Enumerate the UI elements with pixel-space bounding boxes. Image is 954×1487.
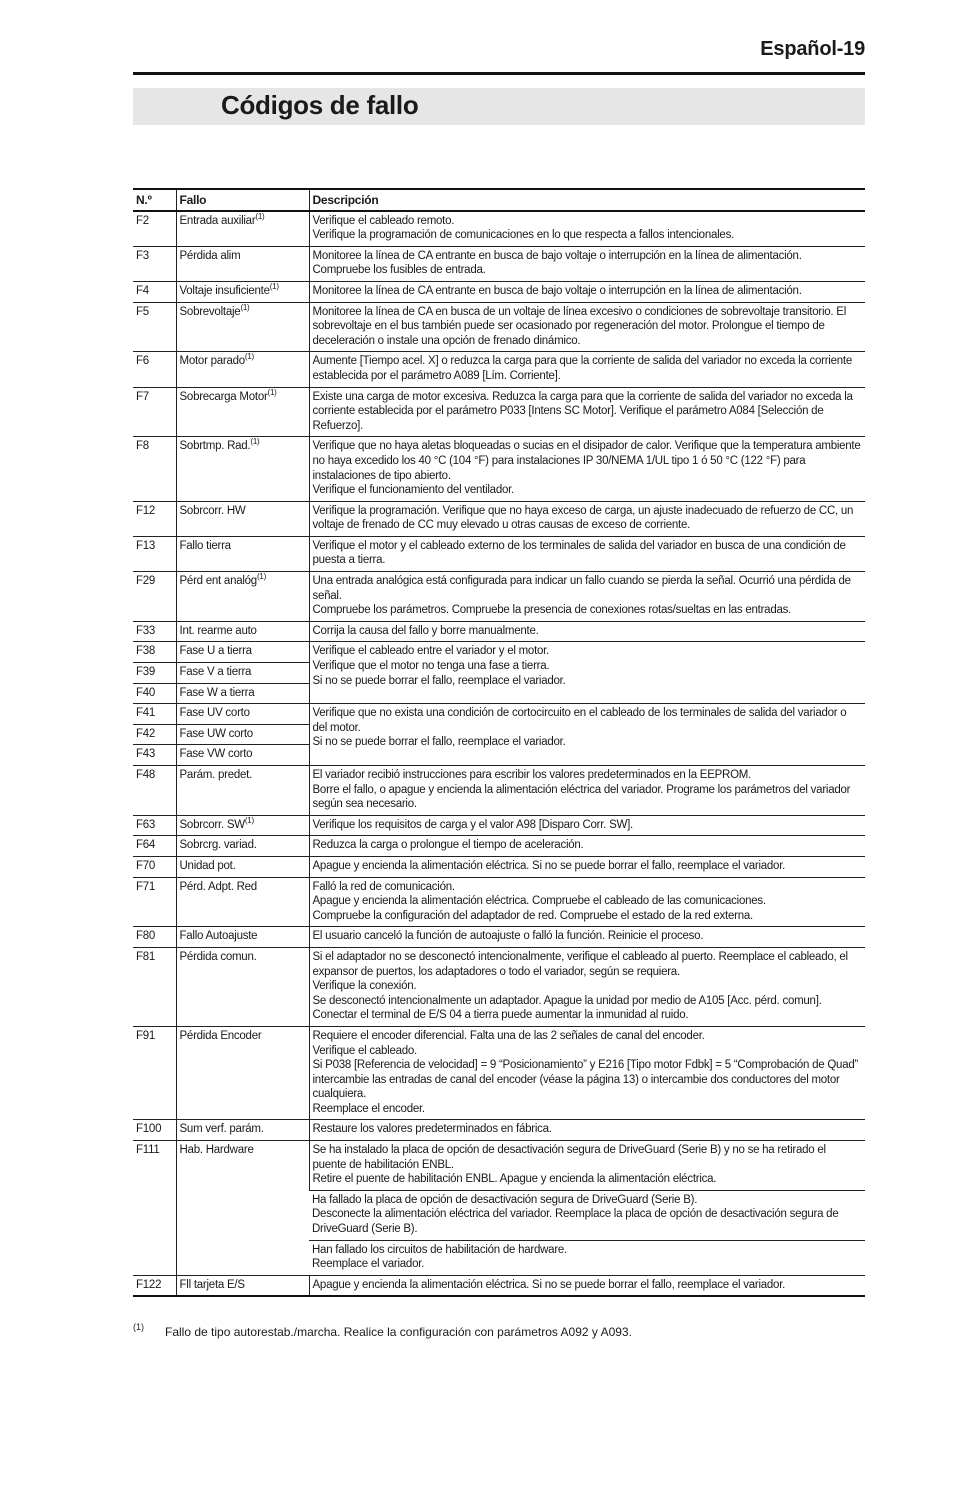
table-row: [133, 281, 865, 302]
fault-code: F6: [133, 352, 176, 387]
fault-name: Pérd ent analóg$^{(1)}$: [176, 572, 309, 622]
fault-description: Corrija la causa del fallo y borre manualmente.: [309, 621, 865, 642]
table-row: [133, 836, 865, 857]
fault-name: Voltaje insuficiente$^{(1)}$: [176, 281, 309, 302]
table-row: [133, 211, 865, 247]
fault-code: F13: [133, 536, 176, 571]
header-fault: Fallo: [176, 189, 309, 211]
fault-code: F5: [133, 302, 176, 352]
fault-name: Motor parado$^{(1)}$: [176, 352, 309, 387]
fault-description: Aumente [Tiempo acel. X] o reduzca la carga para que la corriente de salida del variador no exceda la corriente establecida por el parámetro A089 [Lím. Corriente].: [309, 352, 865, 387]
fault-name: Fase U a tierra: [176, 642, 309, 663]
fault-code: F63: [133, 815, 176, 836]
fault-codes-table: [133, 188, 865, 1297]
fault-name: Sobrcrg. variad.: [176, 836, 309, 857]
table-row: [133, 856, 865, 877]
table-row: [133, 1120, 865, 1141]
table-row: [133, 947, 865, 1026]
fault-description: Verifique que no haya aletas bloqueadas o sucias en el disipador de calor. Verifique que la temperatura ambiente no haya excedido los 40 °C (104 °F) para instalaciones IP 30/NEMA 1/UL tipo 1 ó 50 °C (122 °F) para instalaciones de tipo abierto. Verifique el funcionamiento del ventilador.: [309, 437, 865, 501]
table-row: [133, 352, 865, 387]
fault-name: Unidad pot.: [176, 856, 309, 877]
header-description: Descripción: [309, 189, 865, 211]
fault-description: Una entrada analógica está configurada para indicar un fallo cuando se pierda la señal. Ocurrió una pérdida de señal. Compruebe los parámetros. Compruebe la presencia de conexiones rotas/sueltas en las entradas.: [309, 572, 865, 622]
fault-name: Sobrecarga Motor$^{(1)}$: [176, 387, 309, 437]
fault-code: F80: [133, 927, 176, 948]
fault-description: Verifique la programación. Verifique que no haya exceso de carga, un ajuste inadecuado de refuerzo de CC, un voltaje de frenado de CC muy elevado u otras causas de exceso de corriente.: [309, 501, 865, 536]
fault-name: Fase UW corto: [176, 724, 309, 745]
fault-code: F111: [133, 1141, 176, 1276]
fault-code: F70: [133, 856, 176, 877]
footnote-ref: (1): [267, 387, 277, 397]
fault-description: Reduzca la carga o prolongue el tiempo de aceleración.: [309, 836, 865, 857]
footnote-ref: (1): [244, 352, 254, 362]
fault-name: Pérdida alim: [176, 246, 309, 281]
table-row: [133, 927, 865, 948]
table-row: [133, 246, 865, 281]
table-row: [133, 642, 865, 663]
fault-description: Apague y encienda la alimentación eléctrica. Si no se puede borrar el fallo, reemplace el variador.: [309, 856, 865, 877]
fault-code: F38: [133, 642, 176, 663]
fault-name: Fase UV corto: [176, 704, 309, 725]
table-header-row: [133, 189, 865, 211]
title-band: [133, 88, 865, 125]
fault-description: Ha fallado la placa de opción de desactivación segura de DriveGuard (Serie B). Desconecte la alimentación eléctrica del variador. Reemplace la placa de opción de desactivación segura de DriveGuard (Serie B).: [309, 1190, 865, 1240]
fault-name: Fase VW corto: [176, 745, 309, 766]
fault-code: F41: [133, 704, 176, 725]
table-row: [133, 815, 865, 836]
fault-code: F33: [133, 621, 176, 642]
fault-description: Restaure los valores predeterminados en fábrica.: [309, 1120, 865, 1141]
fault-name: Int. rearme auto: [176, 621, 309, 642]
fault-name: Fase V a tierra: [176, 663, 309, 684]
fault-code: F43: [133, 745, 176, 766]
table-row: [133, 387, 865, 437]
fault-description: Verifique los requisitos de carga y el valor A98 [Disparo Corr. SW].: [309, 815, 865, 836]
fault-description: Verifique que no exista una condición de cortocircuito en el cableado de los terminales de salida del variador o del motor. Si no se puede borrar el fallo, reemplace el variador.: [309, 704, 865, 766]
fault-name: Sum verf. parám.: [176, 1120, 309, 1141]
table-row: [133, 766, 865, 816]
fault-name: Sobrcorr. SW$^{(1)}$: [176, 815, 309, 836]
fault-name: Pérdida Encoder: [176, 1026, 309, 1120]
fault-code: F7: [133, 387, 176, 437]
fault-name: Pérd. Adpt. Red: [176, 877, 309, 927]
table-row: [133, 1141, 865, 1191]
page-number-label: Español-19: [760, 38, 865, 60]
footnote-ref: (1): [256, 572, 266, 582]
fault-description: Requiere el encoder diferencial. Falta una de las 2 señales de canal del encoder. Verifique el cableado. Si P038 [Referencia de velocidad] = 9 “Posicionamiento” y E216 [Tipo motor Fdbk] = 5 “Comprobación de Quad” intercambie las entradas de canal del encoder (véase la página 13) o intercambie dos conductores del motor cualquiera. Reemplace el encoder.: [309, 1026, 865, 1120]
fault-description: Si el adaptador no se desconectó intencionalmente, verifique el cableado al puerto. Reemplace el cableado, el expansor de puertos, los adaptadores o todo el variador, según se requiera. Verifique la conexión. Se desconectó intencionalmente un adaptador. Apague la unidad por medio de A105 [Acc. pérd. comun]. Conectar el terminal de E/S 04 a tierra puede aumentar la inmunidad al ruido.: [309, 947, 865, 1026]
footnote-ref: (1): [269, 282, 279, 292]
fault-name: Sobrtmp. Rad.$^{(1)}$: [176, 437, 309, 501]
fault-name: Entrada auxiliar$^{(1)}$: [176, 211, 309, 247]
fault-code: F81: [133, 947, 176, 1026]
fault-description: Monitoree la línea de CA entrante en busca de bajo voltaje o interrupción en la línea de alimentación.: [309, 281, 865, 302]
fault-code: F122: [133, 1275, 176, 1296]
table-row: [133, 302, 865, 352]
footnote-ref: (1): [255, 211, 265, 221]
table-row: [133, 1026, 865, 1120]
fault-code: F100: [133, 1120, 176, 1141]
table-row: [133, 621, 865, 642]
table-row: [133, 536, 865, 571]
fault-description: Verifique el cableado entre el variador y el motor. Verifique que el motor no tenga una fase a tierra. Si no se puede borrar el fallo, reemplace el variador.: [309, 642, 865, 704]
fault-code: F91: [133, 1026, 176, 1120]
fault-description: El variador recibió instrucciones para escribir los valores predeterminados en la EEPROM. Borre el fallo, o apague y encienda la alimentación eléctrica del variador. Programe los parámetros del variador según sea necesario.: [309, 766, 865, 816]
fault-code: F4: [133, 281, 176, 302]
fault-name: Hab. Hardware: [176, 1141, 309, 1276]
fault-description: Han fallado los circuitos de habilitación de hardware. Reemplace el variador.: [309, 1240, 865, 1275]
table-row: [133, 572, 865, 622]
fault-code: F64: [133, 836, 176, 857]
fault-description: Verifique el motor y el cableado externo de los terminales de salida del variador en busca de una condición de puesta a tierra.: [309, 536, 865, 571]
header-rule: [133, 72, 865, 75]
fault-name: Sobrcorr. HW: [176, 501, 309, 536]
fault-description: El usuario canceló la función de autoajuste o falló la función. Reinicie el proceso.: [309, 927, 865, 948]
fault-description: Falló la red de comunicación. Apague y encienda la alimentación eléctrica. Compruebe el cableado de las comunicaciones. Compruebe la configuración del adaptador de red. Compruebe el estado de la red externa.: [309, 877, 865, 927]
table-row: [133, 437, 865, 501]
fault-description: Existe una carga de motor excesiva. Reduzca la carga para que la corriente de salida del variador no exceda la corriente establecida por el parámetro P033 [Intens SC Motor]. Verifique el parámetro A084 [Selección de Refuerzo].: [309, 387, 865, 437]
fault-code: F40: [133, 683, 176, 704]
fault-name: Fallo Autoajuste: [176, 927, 309, 948]
fault-name: Parám. predet.: [176, 766, 309, 816]
fault-code: F3: [133, 246, 176, 281]
fault-description: Verifique el cableado remoto. Verifique la programación de comunicaciones en lo que respecta a fallos intencionales.: [309, 211, 865, 247]
fault-name: Sobrevoltaje$^{(1)}$: [176, 302, 309, 352]
fault-code: F48: [133, 766, 176, 816]
table-row: [133, 501, 865, 536]
fault-name: Pérdida comun.: [176, 947, 309, 1026]
fault-code: F8: [133, 437, 176, 501]
fault-description: Apague y encienda la alimentación eléctrica. Si no se puede borrar el fallo, reemplace el variador.: [309, 1275, 865, 1296]
table-row: [133, 1275, 865, 1296]
fault-description: Monitoree la línea de CA entrante en busca de bajo voltaje o interrupción en la línea de alimentación. Compruebe los fusibles de entrada.: [309, 246, 865, 281]
footnote-mark: (1): [133, 1322, 144, 1332]
footnote-ref: (1): [250, 437, 260, 447]
fault-code: F29: [133, 572, 176, 622]
page-title: Códigos de fallo: [221, 90, 419, 120]
fault-name: Fallo tierra: [176, 536, 309, 571]
table-row: [133, 704, 865, 725]
table-row: [133, 877, 865, 927]
fault-description: Se ha instalado la placa de opción de desactivación segura de DriveGuard (Serie B) y no se ha retirado el puente de habilitación ENBL. Retire el puente de habilitación ENBL. Apague y encienda la alimentación eléctrica.: [309, 1141, 865, 1191]
footnote-ref: (1): [244, 815, 254, 825]
header-number: N.º: [133, 189, 176, 211]
fault-description: Monitoree la línea de CA en busca de un voltaje de línea excesivo o condiciones de sobrevoltaje transitorio. El sobrevoltaje en el bus también puede ser ocasionado por regeneración del motor. Prolongue el tiempo de deceleración o instale una opción de frenado dinámico.: [309, 302, 865, 352]
fault-code: F42: [133, 724, 176, 745]
fault-name: Fll tarjeta E/S: [176, 1275, 309, 1296]
fault-code: F12: [133, 501, 176, 536]
fault-code: F39: [133, 663, 176, 684]
footnote-text: Fallo de tipo autorestab./marcha. Realice la configuración con parámetros A092 y A093.: [165, 1325, 632, 1339]
fault-code: F2: [133, 211, 176, 247]
fault-code: F71: [133, 877, 176, 927]
fault-name: Fase W a tierra: [176, 683, 309, 704]
footnote-ref: (1): [240, 302, 250, 312]
